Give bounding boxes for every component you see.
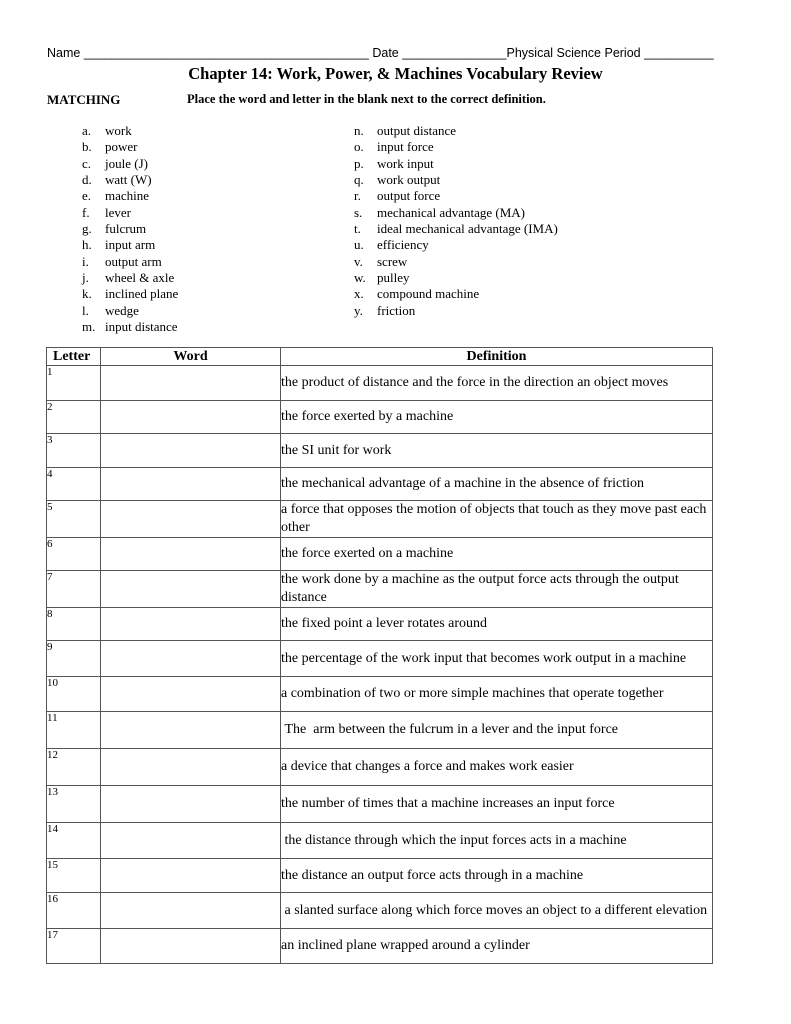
- row-number: 11: [47, 712, 58, 724]
- letter-answer-cell[interactable]: [47, 859, 101, 893]
- definition-cell: an inclined plane wrapped around a cylinder: [281, 929, 713, 964]
- word-bank-item: [82, 286, 178, 302]
- word-answer-cell[interactable]: [101, 859, 281, 893]
- word-bank-item: [82, 237, 178, 253]
- word-bank-term: wedge: [105, 302, 139, 318]
- letter-answer-cell[interactable]: [47, 608, 101, 641]
- date-blank[interactable]: _______________: [402, 46, 507, 60]
- row-number: 5: [47, 501, 53, 513]
- letter-answer-cell[interactable]: [47, 712, 101, 749]
- table-row: [47, 749, 713, 786]
- table-row: [47, 366, 713, 401]
- definition-cell: the SI unit for work: [281, 434, 713, 468]
- word-bank-letter: d.: [82, 172, 92, 188]
- word-bank-item: [82, 303, 178, 319]
- row-number: 10: [47, 677, 58, 689]
- word-bank-letter: h.: [82, 237, 92, 253]
- definition-cell: a slanted surface along which force moves an object to a different elevation: [281, 893, 713, 929]
- row-number: 9: [47, 641, 53, 653]
- word-bank-letter: c.: [82, 155, 92, 171]
- word-answer-cell[interactable]: [101, 468, 281, 501]
- word-bank-item: [354, 188, 558, 204]
- matching-instructions: Place the word and letter in the blank next to the correct definition.: [187, 92, 546, 106]
- table-row: [47, 859, 713, 893]
- word-bank-item: [82, 205, 178, 221]
- table-row: [47, 501, 713, 538]
- word-bank-term: pulley: [377, 270, 410, 286]
- word-answer-cell[interactable]: [101, 366, 281, 401]
- word-bank-letter: u.: [354, 237, 364, 253]
- word-bank-item: [354, 270, 558, 286]
- letter-answer-cell[interactable]: [47, 571, 101, 608]
- word-bank-letter: b.: [82, 139, 92, 155]
- word-bank-letter: p.: [354, 155, 364, 171]
- letter-answer-cell[interactable]: [47, 893, 101, 929]
- letter-column-header: Letter: [47, 348, 101, 366]
- word-answer-cell[interactable]: [101, 401, 281, 434]
- letter-answer-cell[interactable]: [47, 401, 101, 434]
- row-number: 8: [47, 608, 53, 620]
- definition-cell: the distance an output force acts through in a machine: [281, 859, 713, 893]
- definition-cell: the number of times that a machine increases an input force: [281, 786, 713, 823]
- word-bank-term: ideal mechanical advantage (IMA): [377, 221, 558, 237]
- table-header-row: [47, 348, 713, 366]
- word-bank-item: [354, 123, 558, 139]
- definition-cell: The arm between the fulcrum in a lever and the input force: [281, 712, 713, 749]
- table-row: [47, 538, 713, 571]
- name-label: Name: [47, 46, 81, 60]
- word-bank-term: input arm: [105, 237, 156, 253]
- word-bank-term: joule (J): [105, 155, 148, 171]
- table-row: [47, 893, 713, 929]
- row-number: 4: [47, 468, 53, 480]
- word-bank-term: power: [105, 139, 138, 155]
- word-bank-item: [354, 303, 558, 319]
- word-bank-term: screw: [377, 253, 408, 269]
- word-bank-letter: q.: [354, 172, 364, 188]
- letter-answer-cell[interactable]: [47, 434, 101, 468]
- word-answer-cell[interactable]: [101, 501, 281, 538]
- word-bank-term: inclined plane: [105, 286, 179, 302]
- letter-answer-cell[interactable]: [47, 538, 101, 571]
- word-answer-cell[interactable]: [101, 538, 281, 571]
- word-bank-letter: k.: [82, 286, 92, 302]
- word-bank-item: [82, 123, 178, 139]
- word-bank-letter: t.: [354, 221, 361, 237]
- word-bank-letter: o.: [354, 139, 364, 155]
- word-bank-term: input force: [377, 139, 434, 155]
- word-bank-letter: f.: [82, 204, 90, 220]
- word-bank-term: work output: [377, 172, 441, 188]
- word-bank-term: machine: [105, 188, 150, 204]
- period-blank[interactable]: __________: [644, 46, 714, 60]
- word-bank-letter: m.: [82, 319, 96, 335]
- row-number: 2: [47, 401, 53, 413]
- word-bank-item: [354, 172, 558, 188]
- word-bank-item: [354, 156, 558, 172]
- letter-answer-cell[interactable]: [47, 468, 101, 501]
- word-bank-item: [82, 254, 178, 270]
- word-bank-letter: y.: [354, 302, 363, 318]
- word-bank-letter: j.: [82, 270, 89, 286]
- word-bank-left-column: [82, 123, 178, 335]
- word-bank-item: [82, 221, 178, 237]
- row-number: 14: [47, 823, 58, 835]
- row-number: 16: [47, 893, 58, 905]
- word-bank-letter: i.: [82, 253, 89, 269]
- table-row: [47, 434, 713, 468]
- page-title: Chapter 14: Work, Power, & Machines Vocabulary Review: [188, 64, 603, 83]
- word-bank-term: output distance: [377, 123, 457, 138]
- definition-cell: the percentage of the work input that becomes work output in a machine: [281, 641, 713, 677]
- word-answer-cell[interactable]: [101, 823, 281, 859]
- definition-cell: the work done by a machine as the output force acts through the output distance: [281, 571, 713, 608]
- definition-cell: the fixed point a lever rotates around: [281, 608, 713, 641]
- word-bank-item: [82, 139, 178, 155]
- word-answer-cell[interactable]: [101, 786, 281, 823]
- word-bank-term: work: [105, 123, 132, 138]
- table-row: [47, 468, 713, 501]
- word-bank-term: watt (W): [105, 172, 152, 188]
- letter-answer-cell[interactable]: [47, 641, 101, 677]
- table-row: [47, 786, 713, 823]
- word-column-header: Word: [101, 348, 281, 366]
- word-bank-letter: g.: [82, 221, 92, 237]
- word-bank-item: [354, 237, 558, 253]
- word-bank-item: [354, 139, 558, 155]
- letter-answer-cell[interactable]: [47, 677, 101, 712]
- row-number: 7: [47, 571, 53, 583]
- word-answer-cell[interactable]: [101, 749, 281, 786]
- letter-answer-cell[interactable]: [47, 501, 101, 538]
- definition-cell: the mechanical advantage of a machine in the absence of friction: [281, 468, 713, 501]
- definition-cell: the force exerted on a machine: [281, 538, 713, 571]
- word-bank-item: [82, 172, 178, 188]
- definitions-table: [46, 347, 713, 964]
- table-row: [47, 641, 713, 677]
- definition-cell: the distance through which the input forces acts in a machine: [281, 823, 713, 859]
- word-answer-cell[interactable]: [101, 893, 281, 929]
- letter-answer-cell[interactable]: [47, 786, 101, 823]
- table-row: [47, 677, 713, 712]
- row-number: 15: [47, 859, 58, 871]
- word-answer-cell[interactable]: [101, 608, 281, 641]
- row-number: 12: [47, 749, 58, 761]
- definition-cell: the force exerted by a machine: [281, 401, 713, 434]
- table-row: [47, 712, 713, 749]
- word-answer-cell[interactable]: [101, 571, 281, 608]
- row-number: 3: [47, 434, 53, 446]
- table-row: [47, 929, 713, 964]
- word-bank-term: fulcrum: [105, 221, 147, 237]
- table-row: [47, 823, 713, 859]
- definition-cell: a device that changes a force and makes work easier: [281, 749, 713, 786]
- word-bank-letter: a.: [82, 123, 92, 138]
- letter-answer-cell[interactable]: [47, 823, 101, 859]
- date-label: Date: [372, 46, 399, 60]
- row-number: 1: [47, 366, 53, 378]
- word-bank-item: [82, 270, 178, 286]
- word-bank-term: wheel & axle: [105, 270, 175, 286]
- definition-cell: a force that opposes the motion of objects that touch as they move past each other: [281, 501, 713, 538]
- word-answer-cell[interactable]: [101, 641, 281, 677]
- word-bank-letter: s.: [354, 204, 363, 220]
- table-row: [47, 571, 713, 608]
- word-bank-item: [82, 156, 178, 172]
- row-number: 17: [47, 929, 58, 941]
- word-answer-cell[interactable]: [101, 929, 281, 964]
- word-bank-letter: r.: [354, 188, 361, 204]
- word-bank-term: input distance: [105, 319, 178, 335]
- definition-cell: the product of distance and the force in the direction an object moves: [281, 366, 713, 401]
- definitions-table-body: [47, 366, 713, 964]
- table-row: [47, 401, 713, 434]
- word-bank-letter: l.: [82, 302, 89, 318]
- word-bank-item: [82, 319, 178, 335]
- word-bank-item: [354, 221, 558, 237]
- word-bank-letter: n.: [354, 123, 364, 138]
- word-bank-term: friction: [377, 302, 416, 318]
- row-number: 13: [47, 786, 58, 798]
- word-bank-item: [82, 188, 178, 204]
- word-bank-letter: v.: [354, 253, 363, 269]
- word-bank-term: lever: [105, 204, 131, 220]
- letter-answer-cell[interactable]: [47, 749, 101, 786]
- word-bank-term: efficiency: [377, 237, 429, 253]
- definition-cell: a combination of two or more simple machines that operate together: [281, 677, 713, 712]
- letter-answer-cell[interactable]: [47, 929, 101, 964]
- word-bank-term: output arm: [105, 253, 162, 269]
- word-bank-letter: e.: [82, 188, 92, 204]
- word-bank-term: compound machine: [377, 286, 480, 302]
- word-bank-term: output force: [377, 188, 441, 204]
- word-bank-right-column: [354, 123, 558, 319]
- word-bank-term: work input: [377, 155, 434, 171]
- word-answer-cell[interactable]: [101, 434, 281, 468]
- table-row: [47, 608, 713, 641]
- word-bank-letter: x.: [354, 286, 364, 302]
- word-bank-term: mechanical advantage (MA): [377, 204, 525, 220]
- row-number: 6: [47, 538, 53, 550]
- definition-column-header: Definition: [281, 348, 713, 366]
- matching-label: MATCHING: [47, 92, 121, 107]
- word-answer-cell[interactable]: [101, 712, 281, 749]
- name-blank[interactable]: _________________________________________: [83, 46, 369, 60]
- word-bank-item: [354, 254, 558, 270]
- word-bank-letter: w.: [354, 270, 366, 286]
- period-label: Physical Science Period: [506, 46, 641, 60]
- word-bank-item: [354, 286, 558, 302]
- letter-answer-cell[interactable]: [47, 366, 101, 401]
- word-answer-cell[interactable]: [101, 677, 281, 712]
- word-bank-item: [354, 205, 558, 221]
- header-line: [47, 46, 747, 60]
